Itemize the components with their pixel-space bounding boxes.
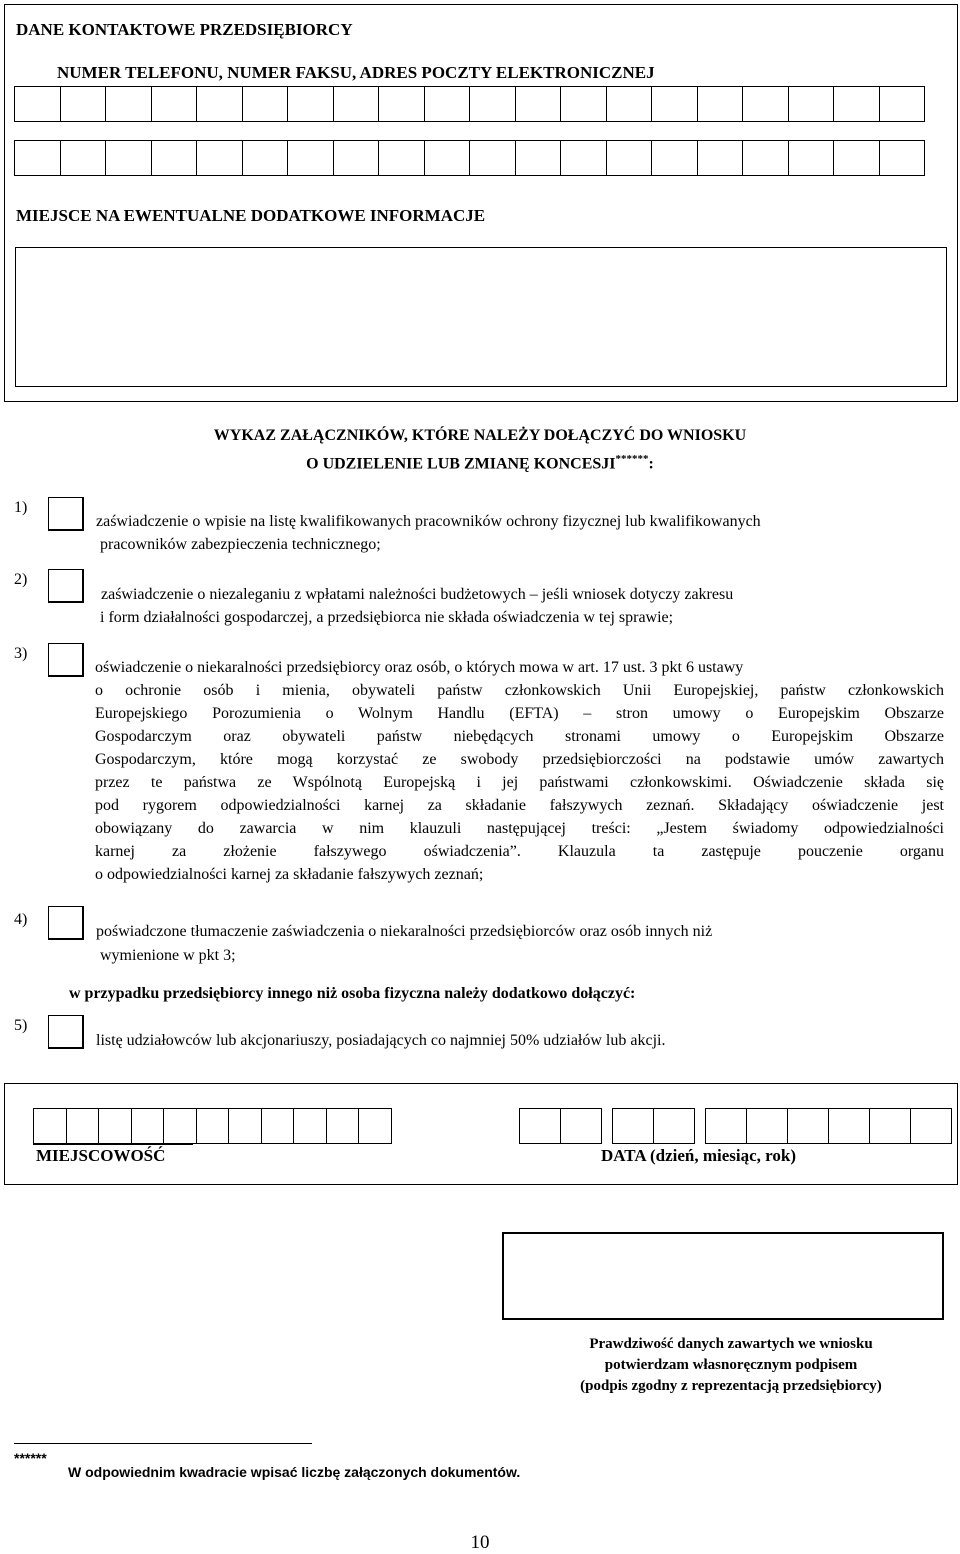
char-cell[interactable] (606, 140, 653, 176)
contact-input-row-1[interactable] (14, 86, 925, 122)
date-label: DATA (dzień, miesiąc, rok) (601, 1146, 797, 1165)
char-cell[interactable] (60, 86, 107, 122)
place-underline (33, 1144, 193, 1145)
char-cell[interactable] (469, 86, 516, 122)
char-cell[interactable] (879, 140, 926, 176)
place-label: MIEJSCOWOŚĆ (36, 1146, 166, 1165)
char-cell[interactable] (788, 140, 835, 176)
extra-info-field[interactable] (15, 247, 947, 387)
char-cell[interactable] (612, 1108, 654, 1144)
char-cell[interactable] (242, 140, 289, 176)
char-cell[interactable] (651, 140, 698, 176)
char-cell[interactable] (151, 140, 198, 176)
page-number: 10 (470, 1532, 490, 1553)
item-3-first-line: oświadczenie o niekaralności przedsiębiorcy oraz osób, o których mowa w art. 17 ust. 3 pkt 6 ustawy (95, 659, 744, 676)
item-1-count-box[interactable] (48, 497, 84, 531)
item-3-body: o ochronie osób i mienia, obywateli państw członkowskich Unii Europejskiej, państw członkowskich Europejskiego Porozumienia o Wolnym Handlu (EFTA) – stron umowy o Europejskim Obszarze Gospodarczym oraz obywateli państw niebędących stronami umowy o Europejskim Obszarze Gospodarczym, które mogą korzystać ze swobody przedsiębiorczości na podstawie umów zawartych przez te państwa ze Wspólnotą Europejską i jej państwami członkowskimi. Oświadczenie składa się pod rygorem odpowiedzialności karnej za składanie fałszywych zeznań. Składający oświadczenie jest obowiązany do zawarcia w nim klauzuli następującej treści: „Jestem świadomy odpowiedzialności karnej za złożenie fałszywego oświadczenia”. Klauzula ta zastępuje pouczenie organu o odpowiedzialności karnej za składanie fałszywych zeznań; (95, 682, 944, 883)
char-cell[interactable] (333, 86, 380, 122)
char-cell[interactable] (788, 86, 835, 122)
contact-heading: DANE KONTAKTOWE PRZEDSIĘBIORCY (16, 20, 353, 39)
char-cell[interactable] (151, 86, 198, 122)
item-4-line-1: poświadczone tłumaczenie zaświadczenia o niekaralności przedsiębiorców oraz osób innych niż (96, 923, 713, 940)
char-cell[interactable] (293, 1108, 327, 1144)
item-1-line-2: pracowników zabezpieczenia technicznego; (100, 536, 381, 553)
char-cell[interactable] (653, 1108, 695, 1144)
char-cell[interactable] (869, 1108, 911, 1144)
char-cell[interactable] (326, 1108, 360, 1144)
contact-input-row-2[interactable] (14, 140, 925, 176)
char-cell[interactable] (60, 140, 107, 176)
item-2-number: 2) (14, 571, 28, 588)
char-cell[interactable] (14, 140, 61, 176)
item-5-line-1: listę udziałowców lub akcjonariuszy, posiadających co najmniej 50% udziałów lub akcji. (96, 1032, 666, 1049)
char-cell[interactable] (333, 140, 380, 176)
char-cell[interactable] (196, 86, 243, 122)
contact-subheading: NUMER TELEFONU, NUMER FAKSU, ADRES POCZTY ELEKTRONICZNEJ (57, 63, 655, 82)
char-cell[interactable] (560, 86, 607, 122)
item-1-number: 1) (14, 499, 28, 516)
footnote-text: W odpowiednim kwadracie wpisać liczbę załączonych dokumentów. (68, 1464, 521, 1480)
char-cell[interactable] (515, 86, 562, 122)
char-cell[interactable] (651, 86, 698, 122)
item-2-line-1: zaświadczenie o niezaleganiu z wpłatami należności budżetowych – jeśli wniosek dotyczy zakresu (101, 586, 734, 603)
attachments-title-line1: WYKAZ ZAŁĄCZNIKÓW, KTÓRE NALEŻY DOŁĄCZYĆ DO WNIOSKU (213, 427, 747, 444)
char-cell[interactable] (163, 1108, 197, 1144)
char-cell[interactable] (287, 140, 334, 176)
date-input[interactable] (519, 1108, 952, 1144)
char-cell[interactable] (515, 140, 562, 176)
char-cell[interactable] (105, 140, 152, 176)
item-4-number: 4) (14, 911, 28, 928)
place-input[interactable] (33, 1108, 392, 1144)
legal-entity-note: w przypadku przedsiębiorcy innego niż osoba fizyczna należy dodatkowo dołączyć: (69, 985, 636, 1002)
item-4-line-2: wymienione w pkt 3; (100, 947, 236, 964)
char-cell[interactable] (66, 1108, 100, 1144)
char-cell[interactable] (378, 140, 425, 176)
item-5-count-box[interactable] (48, 1015, 84, 1049)
footnote-marker: ****** (14, 1450, 47, 1466)
char-cell[interactable] (519, 1108, 561, 1144)
char-cell[interactable] (606, 86, 653, 122)
extra-info-heading: MIEJSCE NA EWENTUALNE DODATKOWE INFORMACJE (16, 206, 486, 225)
char-cell[interactable] (378, 86, 425, 122)
signature-box[interactable] (502, 1232, 944, 1320)
item-3-number: 3) (14, 645, 28, 662)
char-cell[interactable] (261, 1108, 295, 1144)
item-2-count-box[interactable] (48, 569, 84, 603)
char-cell[interactable] (98, 1108, 132, 1144)
char-cell[interactable] (242, 86, 289, 122)
char-cell[interactable] (196, 140, 243, 176)
char-cell[interactable] (358, 1108, 392, 1144)
char-cell[interactable] (746, 1108, 788, 1144)
char-cell[interactable] (910, 1108, 952, 1144)
char-cell[interactable] (131, 1108, 165, 1144)
footnote-ref: ****** (615, 453, 649, 465)
char-cell[interactable] (697, 86, 744, 122)
signature-caption: Prawdziwość danych zawartych we wniosku potwierdzam własnoręcznym podpisem (podpis zgodny z reprezentacją przedsiębiorcy) (580, 1336, 882, 1394)
char-cell[interactable] (424, 86, 471, 122)
item-2-line-2: i form działalności gospodarczej, a przedsiębiorca nie składa oświadczenia w tej sprawie; (100, 609, 674, 626)
item-3-count-box[interactable] (48, 643, 84, 677)
char-cell[interactable] (424, 140, 471, 176)
char-cell[interactable] (105, 86, 152, 122)
char-cell[interactable] (560, 140, 607, 176)
char-cell[interactable] (787, 1108, 829, 1144)
char-cell[interactable] (469, 140, 516, 176)
char-cell[interactable] (287, 86, 334, 122)
char-cell[interactable] (560, 1108, 602, 1144)
char-cell[interactable] (697, 140, 744, 176)
item-1-line-1: zaświadczenie o wpisie na listę kwalifikowanych pracowników ochrony fizycznej lub kwalifikowanych (96, 513, 761, 530)
attachments-title-line2: O UDZIELENIE LUB ZMIANĘ KONCESJI******: (306, 453, 654, 473)
char-cell[interactable] (833, 86, 880, 122)
item-5-number: 5) (14, 1017, 28, 1034)
char-cell[interactable] (196, 1108, 230, 1144)
char-cell[interactable] (879, 86, 926, 122)
item-4-count-box[interactable] (48, 906, 84, 940)
char-cell[interactable] (705, 1108, 747, 1144)
char-cell[interactable] (33, 1108, 67, 1144)
char-cell[interactable] (228, 1108, 262, 1144)
char-cell[interactable] (742, 86, 789, 122)
char-cell[interactable] (14, 86, 61, 122)
char-cell[interactable] (833, 140, 880, 176)
char-cell[interactable] (828, 1108, 870, 1144)
footnote-separator (14, 1443, 312, 1444)
char-cell[interactable] (742, 140, 789, 176)
